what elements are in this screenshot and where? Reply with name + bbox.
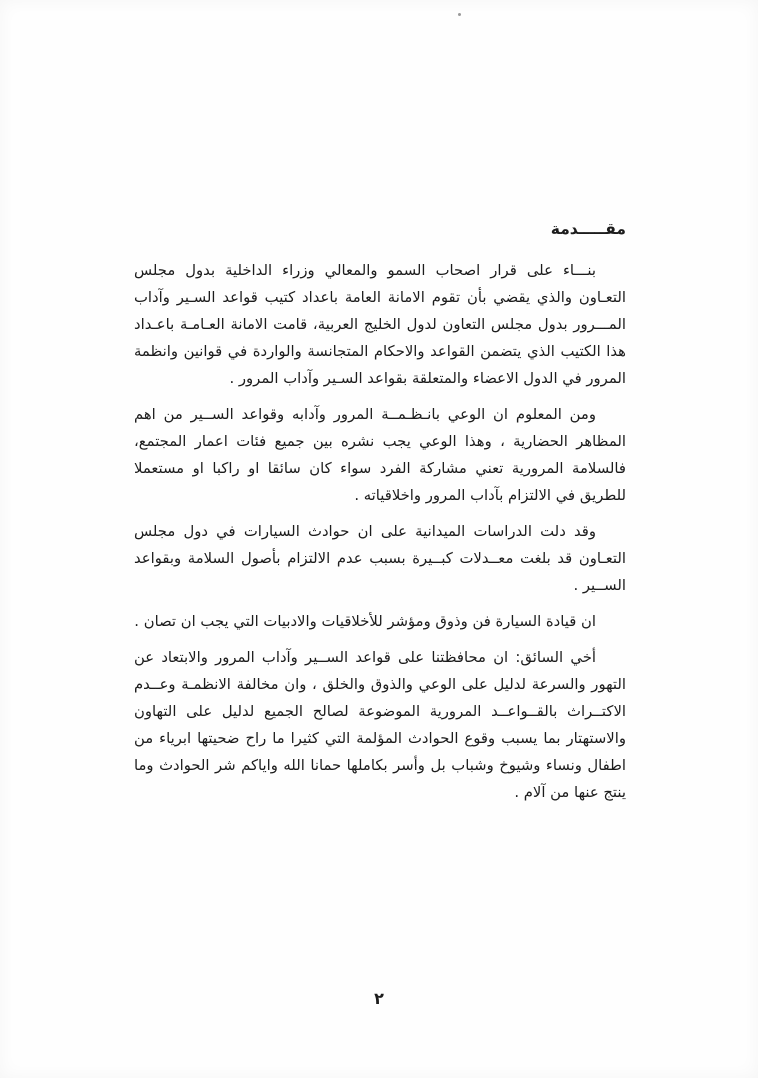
page-number: ٢ <box>374 989 384 1008</box>
page-content <box>134 216 626 806</box>
paragraph-intro-decree: بنـــاء على قرار اصحاب السمو والمعالي وزراء الداخلية بدول مجلس التعـاون والذي يقضي بأن تقوم الامانة العامة باعداد كتيب قواعد السـير وآداب المـــرور بدول مجلس التعاون لدول الخليج العربية، قامت الامانة العـامـة باعـداد هذا الكتيب الذي يتضمن القواعد والاحكام المتجانسة والواردة في قوانين وانظمة المرور في الدول الاعضاء والمتعلقة بقواعد السـير وآداب المرور . <box>134 262 626 387</box>
paragraph-awareness: ومن المعلوم ان الوعي بانـظـمــة المرور وآدابه وقواعد الســير من اهم المظاهر الحضارية ، وهذا الوعي يجب نشره بين جميع فئات اعمار المجتمع، فالسلامة المرورية تعني مشاركة الفرد سواء كان سائقا او راكبا او مستعملا للطريق في الالتزام بآداب المرور واخلاقياته . <box>134 406 626 504</box>
scan-speck <box>458 13 461 16</box>
paragraph-dear-driver: أخي السائق: ان محافظتنا على قواعد الســير وآداب المرور والابتعاد عن التهور والسرعة لدليل على الوعي والذوق والخلق ، وان مخالفة الانظمـة وعــدم الاكتــراث بالقــواعــد المرورية الموضوعة لصالح الجميع لدليل على التهاون والاستهتار بما يسبب وقوع الحوادث المؤلمة التي كثيرا ما راح ضحيتها ابرياء من اطفال ونساء وشيوخ وشباب بل وأسر بكاملها حمانا الله واياكم شر الحوادث وما ينتج عنها من آلام . <box>134 649 626 801</box>
paragraph-driving-ethics: ان قيادة السيارة فن وذوق ومؤشر للأخلاقيات والادبيات التي يجب ان تصان . <box>134 613 596 630</box>
page-heading: مقـــــدمة <box>550 220 626 238</box>
paragraph-field-studies: وقد دلت الدراسات الميدانية على ان حوادث السيارات في دول مجلس التعـاون قد بلغت معــدلات كبــيرة بسبب عدم الالتزام بأصول السلامة وبقواعد الســير . <box>134 523 626 594</box>
